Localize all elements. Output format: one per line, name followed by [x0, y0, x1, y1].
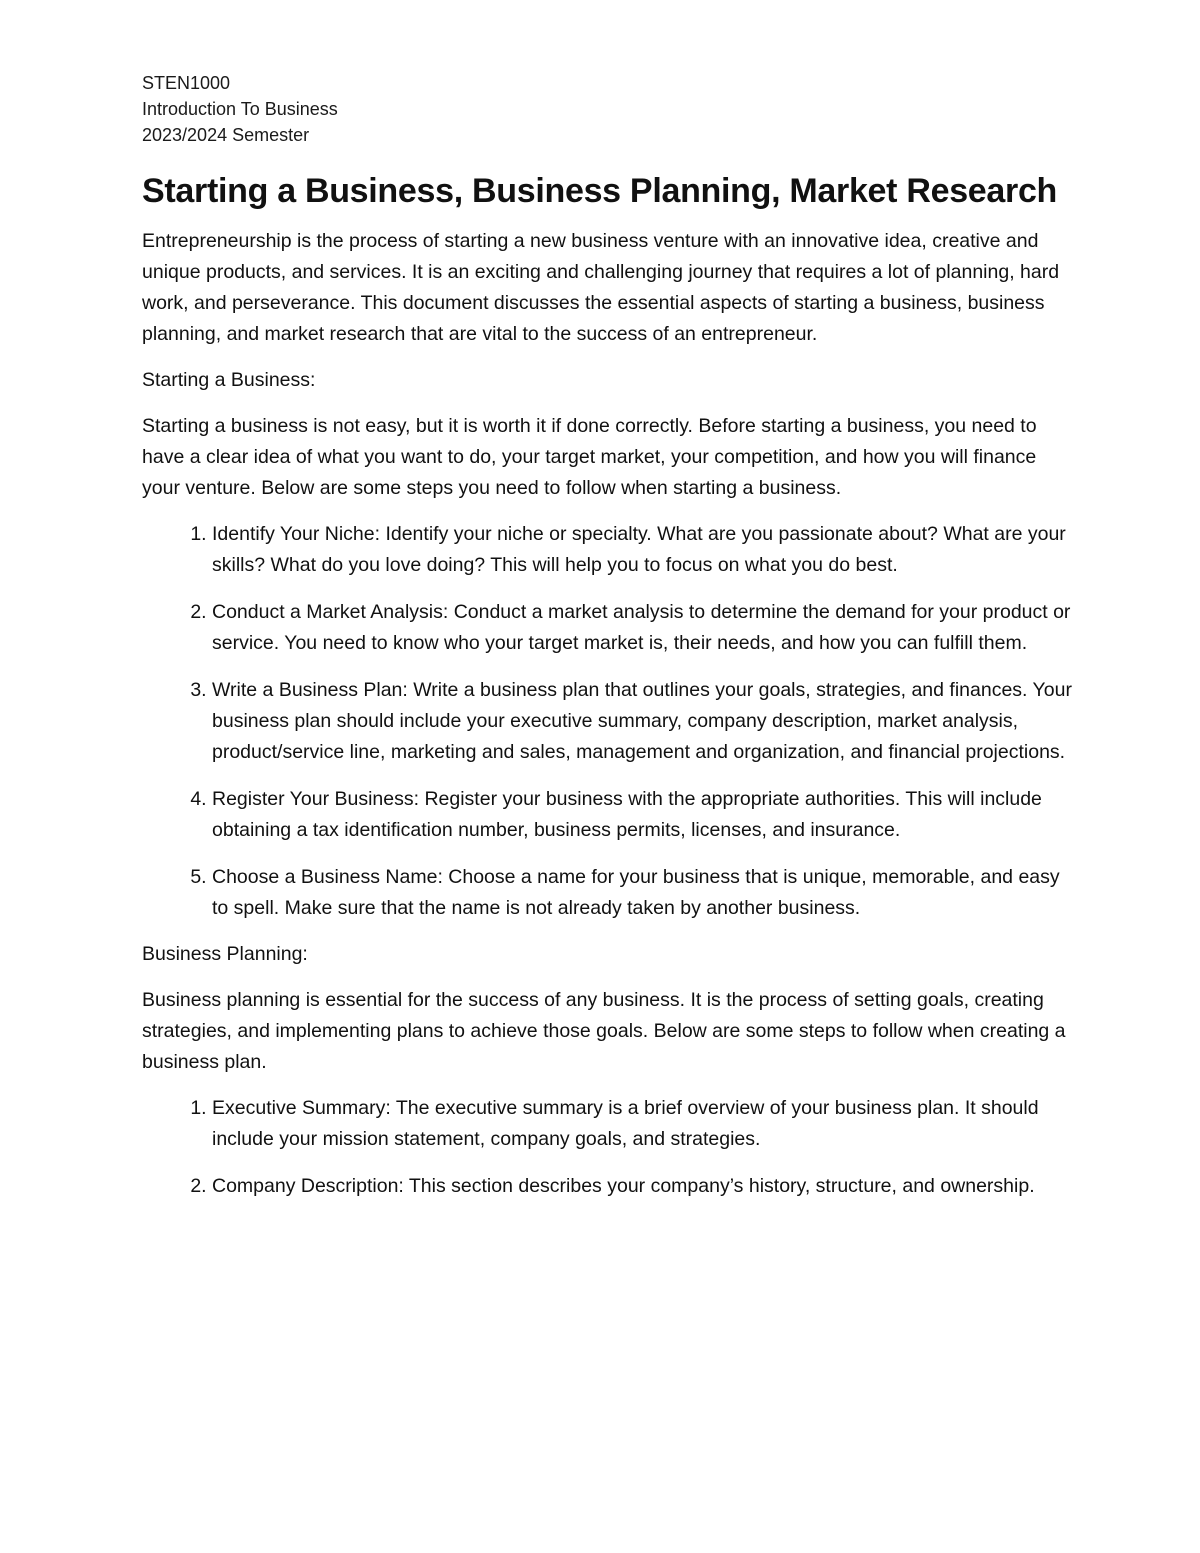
list-item: 1. Executive Summary: The executive summary is a brief overview of your business plan. It should include your mission statement, company goals, and strategies.: [212, 1093, 1072, 1155]
business-planning-steps-list: [142, 1093, 1072, 1202]
semester: 2023/2024 Semester: [142, 125, 310, 145]
document-title: Starting a Business, Business Planning, Market Research: [142, 172, 1058, 210]
course-code: STEN1000: [142, 73, 231, 93]
list-item: 3. Write a Business Plan: Write a business plan that outlines your goals, strategies, and finances. Your business plan should include your executive summary, company description, market analysis, product/service line, marketing and sales, management and organization, and financial projections.: [212, 675, 1072, 768]
list-item: 1. Identify Your Niche: Identify your niche or specialty. What are you passionate about? What are your skills? What do you love doing? This will help you to focus on what you do best.: [212, 519, 1072, 581]
starting-business-steps-list: [142, 519, 1072, 924]
list-item: 2. Company Description: This section describes your company’s history, structure, and ownership.: [212, 1171, 1072, 1202]
list-item: 2. Conduct a Market Analysis: Conduct a market analysis to determine the demand for your product or service. You need to know who your target market is, their needs, and how you can fulfill them.: [212, 597, 1072, 659]
course-name: Introduction To Business: [142, 99, 338, 119]
intro-paragraph: Entrepreneurship is the process of starting a new business venture with an innovative idea, creative and unique products, and services. It is an exciting and challenging journey that requires a lot of planning, hard work, and perseverance. This document discusses the essential aspects of starting a business, business planning, and market research that are vital to the success of an entrepreneur.: [142, 230, 1060, 345]
starting-business-paragraph: Starting a business is not easy, but it is worth it if done correctly. Before starting a business, you need to have a clear idea of what you want to do, your target market, your competition, and how you will finance your venture. Below are some steps you need to follow when starting a business.: [142, 415, 1037, 499]
business-planning-paragraph: Business planning is essential for the success of any business. It is the process of setting goals, creating strategies, and implementing plans to achieve those goals. Below are some steps to follow when creating a business plan.: [142, 989, 1066, 1073]
section-heading-business-planning: Business Planning:: [142, 943, 308, 965]
list-item: 4. Register Your Business: Register your business with the appropriate authorities. This will include obtaining a tax identification number, business permits, licenses, and insurance.: [212, 784, 1072, 846]
section-heading-starting-business: Starting a Business:: [142, 369, 316, 391]
list-item: 5. Choose a Business Name: Choose a name for your business that is unique, memorable, and easy to spell. Make sure that the name is not already taken by another business.: [212, 862, 1072, 924]
document-header: [142, 70, 1072, 148]
document-content: [142, 70, 1072, 1217]
